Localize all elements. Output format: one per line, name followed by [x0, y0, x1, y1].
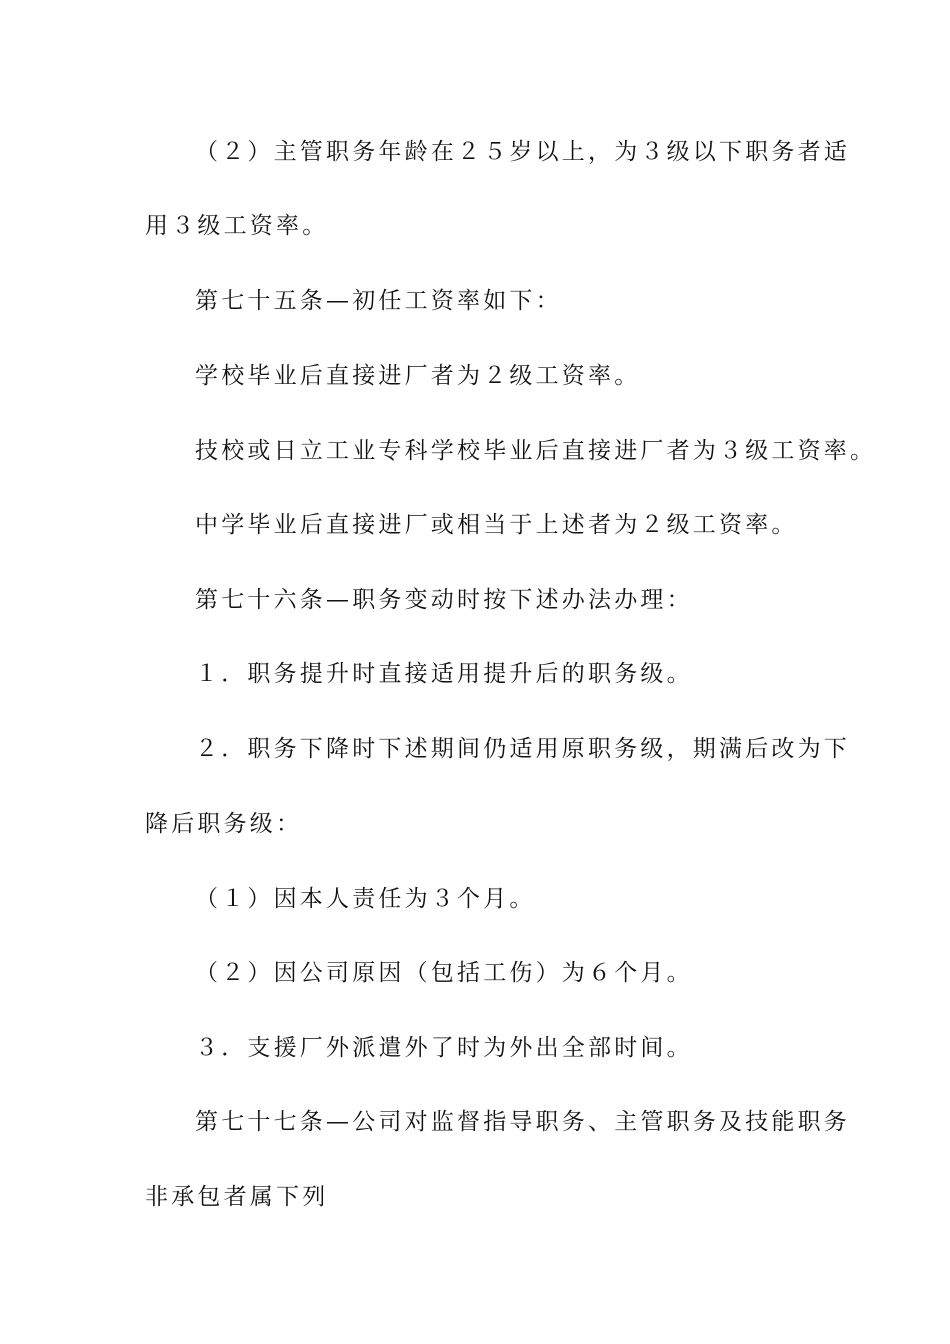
article-heading: 第七十六条—职务变动时按下述办法办理：	[195, 587, 693, 613]
paragraph-line: （２）主管职务年龄在２５岁以上，为３级以下职务者适	[195, 139, 850, 165]
paragraph-line: １．职务提升时直接适用提升后的职务级。	[195, 661, 693, 687]
paragraph-line: （２）因公司原因（包括工伤）为６个月。	[195, 960, 693, 986]
paragraph-line: 中学毕业后直接进厂或相当于上述者为２级工资率。	[195, 512, 798, 538]
paragraph-line: ２．职务下降时下述期间仍适用原职务级，期满后改为下	[195, 736, 850, 762]
paragraph-line: 降后职务级：	[145, 811, 303, 837]
paragraph-line: （１）因本人责任为３个月。	[195, 886, 536, 912]
paragraph-line: 技校或日立工业专科学校毕业后直接进厂者为３级工资率。	[195, 438, 877, 464]
article-heading: 第七十五条—初任工资率如下：	[195, 288, 562, 314]
paragraph-line: 学校毕业后直接进厂者为２级工资率。	[195, 363, 641, 389]
paragraph-line: 用３级工资率。	[145, 213, 329, 239]
article-heading: 第七十七条—公司对监督指导职务、主管职务及技能职务	[195, 1109, 850, 1135]
paragraph-line: 非承包者属下列	[145, 1184, 329, 1210]
paragraph-line: ３．支援厂外派遣外了时为外出全部时间。	[195, 1035, 693, 1061]
